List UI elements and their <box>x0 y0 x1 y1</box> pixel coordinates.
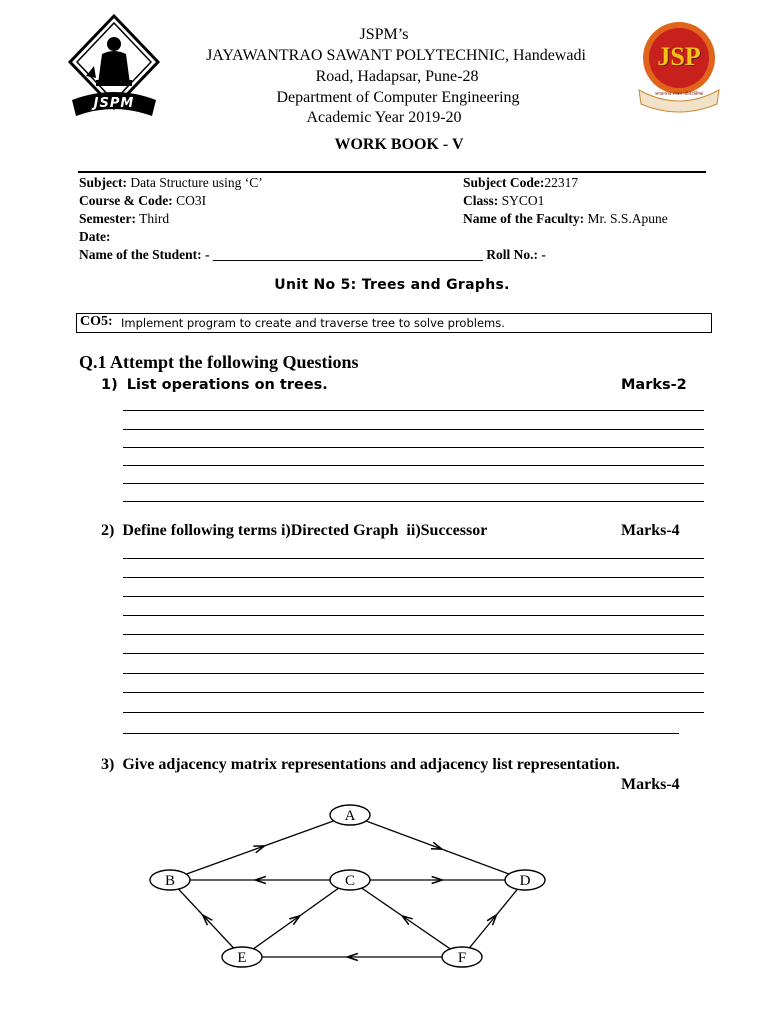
class-field <box>463 192 544 210</box>
date-field <box>79 228 110 246</box>
header-divider <box>78 171 706 173</box>
question-number: 2) <box>101 522 115 539</box>
subject-code-label: Subject Code: <box>463 175 545 190</box>
graph-node-label: B <box>164 873 176 889</box>
header-line-3: Road, Hadapsar, Pune-28 <box>315 68 479 85</box>
course-value: CO3I <box>172 193 207 208</box>
answer-line[interactable] <box>123 447 704 448</box>
question-1 <box>101 377 328 393</box>
header-line-1: JSPM’s <box>359 26 409 43</box>
answer-line[interactable] <box>123 429 704 430</box>
question-text: Give adjacency matrix representations and adjacency list representation. <box>122 756 620 773</box>
department: Department of Computer Engineering <box>276 89 520 106</box>
answer-line[interactable] <box>123 673 704 674</box>
jsp-logo-subtext: जयवंतराव सावंत पॉलिटेक्निक <box>654 92 704 97</box>
answer-line[interactable] <box>123 596 704 597</box>
date-label: Date: <box>79 229 111 244</box>
class-value: SYCO1 <box>498 193 545 208</box>
answer-line[interactable] <box>123 615 704 616</box>
jsp-logo-text: JSP <box>657 42 701 71</box>
answer-line[interactable] <box>123 712 704 713</box>
answer-line[interactable] <box>123 483 704 484</box>
question-1-marks: Marks-2 <box>621 377 687 393</box>
student-name-line: Name of the Student: - ________________________________________ Roll No.: - <box>79 247 546 262</box>
question-number: 3) <box>101 756 115 773</box>
graph-node-e <box>222 947 262 967</box>
institute-name-suffix: Handewadi <box>509 47 586 64</box>
answer-line[interactable] <box>123 692 704 693</box>
question-3 <box>101 756 620 774</box>
question-2-marks: Marks-4 <box>621 522 680 539</box>
graph-node-d <box>505 870 545 890</box>
graph-edge-e-c <box>253 888 338 949</box>
faculty-field <box>463 210 668 228</box>
answer-line[interactable] <box>123 634 704 635</box>
answer-line[interactable] <box>123 558 704 559</box>
graph-node-label: A <box>344 808 356 824</box>
answer-line[interactable] <box>123 733 679 734</box>
answer-line[interactable] <box>123 653 704 654</box>
jspm-logo-text: JSPM <box>93 96 135 111</box>
answer-line[interactable] <box>123 577 704 578</box>
graph-edge-f-c <box>362 888 450 949</box>
directed-graph-figure <box>140 798 560 974</box>
question-number: 1) <box>101 377 118 393</box>
graph-edge-e-b <box>178 889 233 948</box>
answer-line[interactable] <box>123 465 704 466</box>
subject-label: Subject: <box>79 175 127 190</box>
course-field <box>79 192 206 210</box>
graph-node-label: D <box>519 873 531 889</box>
workbook-title: WORK BOOK - V <box>334 136 464 153</box>
institute-name-main: JAYAWANTRAO SAWANT POLYTECHNIC, <box>206 47 510 64</box>
subject-field <box>79 174 263 192</box>
subject-code-value: 22317 <box>544 175 579 190</box>
graph-edge-a-d <box>366 821 509 874</box>
graph-edge-f-d <box>470 889 518 947</box>
question-text: Define following terms i)Directed Graph ii)Successor <box>122 522 488 539</box>
subject-code-field <box>463 174 578 192</box>
question-3-marks: Marks-4 <box>621 776 680 793</box>
semester-label: Semester: <box>79 211 136 226</box>
graph-node-label: F <box>457 950 467 966</box>
answer-line[interactable] <box>123 410 704 411</box>
co-label: CO5: <box>80 314 113 329</box>
faculty-label: Name of the Faculty: <box>463 211 585 226</box>
semester-value: Third <box>135 211 170 226</box>
class-label: Class: <box>463 193 499 208</box>
question-2 <box>101 522 487 540</box>
answer-line[interactable] <box>123 501 704 502</box>
co-text: Implement program to create and traverse tree to solve problems. <box>121 316 505 330</box>
course-label: Course & Code: <box>79 193 173 208</box>
question-text: List operations on trees. <box>126 377 328 393</box>
graph-node-label: E <box>237 950 247 966</box>
graph-node-c <box>330 870 370 890</box>
institute-name <box>12 46 768 66</box>
course-outcome-box <box>76 313 712 333</box>
unit-title: Unit No 5: Trees and Graphs. <box>274 277 510 293</box>
graph-node-a <box>330 805 370 825</box>
graph-node-f <box>442 947 482 967</box>
graph-edge-b-a <box>186 821 334 874</box>
semester-field <box>79 210 169 228</box>
graph-node-b <box>150 870 190 890</box>
student-name-field <box>79 246 546 264</box>
q1-heading: Q.1 Attempt the following Questions <box>79 352 359 372</box>
subject-value: Data Structure using ‘C’ <box>127 175 263 190</box>
faculty-value: Mr. S.S.Apune <box>584 211 668 226</box>
graph-node-label: C <box>344 873 356 889</box>
academic-year: Academic Year 2019-20 <box>306 109 462 126</box>
